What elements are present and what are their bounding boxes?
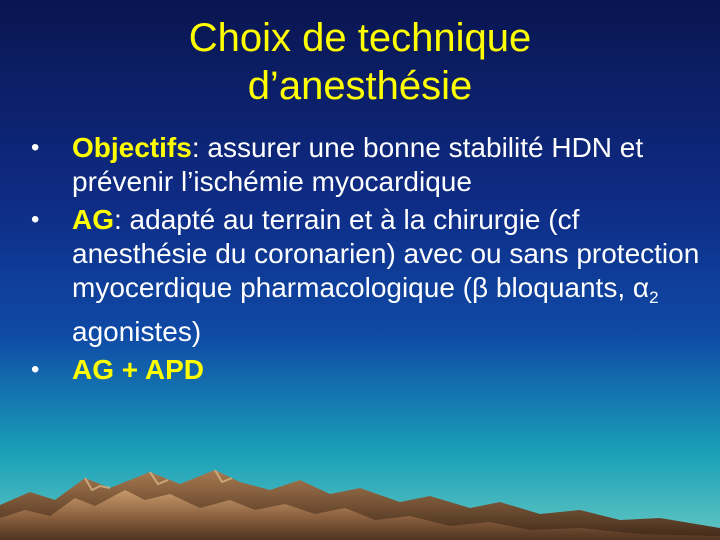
alpha-subscript: 2 — [649, 288, 659, 307]
bullet-keyword-objectifs: Objectifs — [72, 132, 192, 163]
mountains-illustration — [0, 410, 720, 540]
bullet-dot-icon: • — [31, 134, 40, 161]
bullet-ag-apd — [26, 353, 706, 387]
bullet-text-ag-mid: bloquants, — [488, 272, 633, 303]
bullet-text-objectifs: : assurer une bonne stabilité HDN et prévenir l’ischémie myocardique — [72, 132, 644, 197]
bullet-objectifs — [26, 131, 706, 199]
alpha-symbol: α — [632, 272, 650, 303]
bullet-text-ag: : adapté au terrain et à la chirurgie (cf anesthésie du coronarien) avec ou sans protection myocerdique pharmacologique ( — [72, 204, 700, 303]
title-line-2: d’anesthésie — [247, 64, 473, 108]
bullet-dot-icon: • — [31, 356, 40, 383]
beta-symbol: β — [472, 272, 489, 303]
bullet-list — [26, 131, 706, 391]
bullet-text-ag-end: agonistes) — [72, 316, 202, 347]
bullet-dot-icon: • — [31, 206, 40, 233]
bullet-ag — [26, 203, 706, 349]
bullet-keyword-ag: AG — [72, 204, 114, 235]
bullet-keyword-ag-apd: AG + APD — [72, 354, 204, 385]
title-line-1: Choix de technique — [188, 16, 532, 60]
slide-title — [90, 14, 630, 110]
